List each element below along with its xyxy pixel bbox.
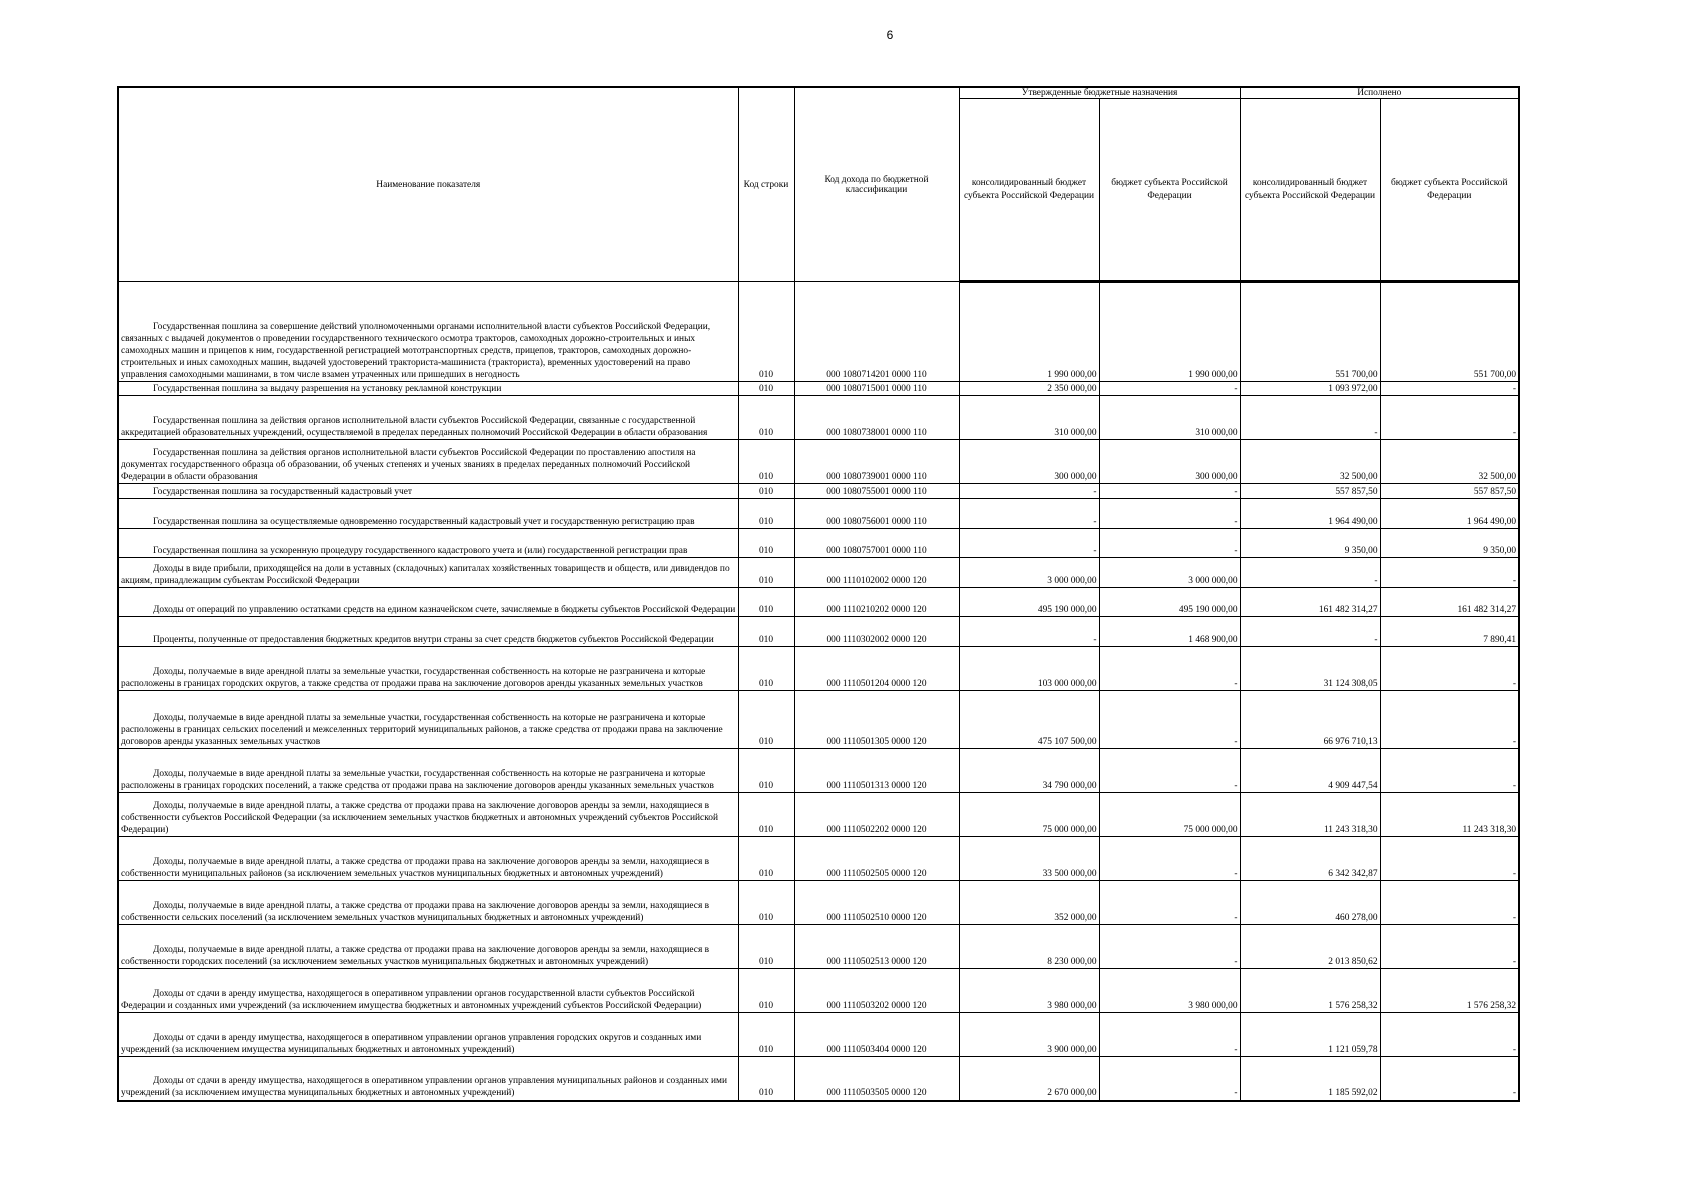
cell-executed-consolidated: 9 350,00 xyxy=(1240,529,1380,558)
indicator-name-text: Доходы, получаемые в виде арендной платы, а также средства от продажи права на заключение договоров аренды за земли, находящиеся в собственности городских поселений (за исключением земельных участков муниципальных бюджетных и автономных учреждений) xyxy=(121,944,710,967)
cell-approved-subject: - xyxy=(1099,1057,1240,1101)
table-row xyxy=(118,1057,1519,1101)
cell-row-code: 010 xyxy=(738,440,794,484)
cell-approved-subject: 3 000 000,00 xyxy=(1099,558,1240,588)
cell-approved-consolidated: 1 990 000,00 xyxy=(959,282,1099,382)
cell-executed-subject: - xyxy=(1380,837,1519,881)
cell-approved-consolidated: 3 900 000,00 xyxy=(959,1013,1099,1057)
cell-executed-consolidated: 1 121 059,78 xyxy=(1240,1013,1380,1057)
cell-approved-consolidated: 3 980 000,00 xyxy=(959,969,1099,1013)
indicator-name-text: Доходы от операций по управлению остатками средств на едином казначейском счете, зачисляемые в бюджеты субъектов Российской Федерации xyxy=(153,604,736,615)
cell-revenue-code: 000 1080714201 0000 110 xyxy=(794,282,959,382)
indicator-name-text: Государственная пошлина за осуществляемые одновременно государственный кадастровый учет и государственную регистрацию прав xyxy=(153,516,695,527)
cell-approved-consolidated: 495 190 000,00 xyxy=(959,588,1099,617)
table-row xyxy=(118,588,1519,617)
cell-executed-subject: - xyxy=(1380,749,1519,793)
table-row xyxy=(118,396,1519,440)
cell-row-code: 010 xyxy=(738,749,794,793)
cell-executed-subject: 1 964 490,00 xyxy=(1380,499,1519,529)
cell-row-code: 010 xyxy=(738,382,794,396)
cell-row-code: 010 xyxy=(738,558,794,588)
header-group-approved: Утвержденные бюджетные назначения xyxy=(959,87,1240,99)
cell-executed-consolidated: 6 342 342,87 xyxy=(1240,837,1380,881)
cell-executed-consolidated: 1 093 972,00 xyxy=(1240,382,1380,396)
table-row xyxy=(118,969,1519,1013)
cell-approved-subject: - xyxy=(1099,925,1240,969)
table-row xyxy=(118,382,1519,396)
table-row xyxy=(118,484,1519,499)
indicator-name-text: Государственная пошлина за действия органов исполнительной власти субъектов Российской Федерации по проставлению апостиля на документах государственного образца об образовании, об ученых степенях и ученых званиях в пределах переданных полномочий Российской Федерации в области образования xyxy=(121,447,696,482)
cell-executed-consolidated: 1 576 258,32 xyxy=(1240,969,1380,1013)
cell-row-code: 010 xyxy=(738,1057,794,1101)
cell-approved-consolidated: 300 000,00 xyxy=(959,440,1099,484)
cell-approved-consolidated: - xyxy=(959,484,1099,499)
cell-row-code: 010 xyxy=(738,837,794,881)
cell-approved-consolidated: 75 000 000,00 xyxy=(959,793,1099,837)
table-row xyxy=(118,925,1519,969)
cell-indicator-name xyxy=(118,484,738,499)
cell-executed-consolidated: 551 700,00 xyxy=(1240,282,1380,382)
cell-executed-consolidated: 4 909 447,54 xyxy=(1240,749,1380,793)
indicator-name-text: Проценты, полученные от предоставления бюджетных кредитов внутри страны за счет средств бюджетов субъектов Российской Федерации xyxy=(153,634,714,645)
cell-executed-subject: 1 576 258,32 xyxy=(1380,969,1519,1013)
cell-executed-consolidated: 32 500,00 xyxy=(1240,440,1380,484)
cell-indicator-name xyxy=(118,691,738,749)
cell-revenue-code: 000 1110502505 0000 120 xyxy=(794,837,959,881)
cell-revenue-code: 000 1080755001 0000 110 xyxy=(794,484,959,499)
cell-indicator-name xyxy=(118,647,738,691)
cell-revenue-code: 000 1110501204 0000 120 xyxy=(794,647,959,691)
cell-approved-consolidated: 103 000 000,00 xyxy=(959,647,1099,691)
cell-approved-subject: - xyxy=(1099,881,1240,925)
cell-executed-subject: - xyxy=(1380,396,1519,440)
cell-row-code: 010 xyxy=(738,617,794,647)
cell-indicator-name xyxy=(118,588,738,617)
cell-executed-consolidated: 31 124 308,05 xyxy=(1240,647,1380,691)
cell-row-code: 010 xyxy=(738,588,794,617)
table-body xyxy=(118,282,1519,1101)
cell-revenue-code: 000 1110502510 0000 120 xyxy=(794,881,959,925)
cell-approved-subject: 1 990 000,00 xyxy=(1099,282,1240,382)
cell-approved-subject: - xyxy=(1099,382,1240,396)
cell-approved-subject: - xyxy=(1099,1013,1240,1057)
header-executed-subject: бюджет субъекта Российской Федерации xyxy=(1380,99,1519,282)
cell-row-code: 010 xyxy=(738,1013,794,1057)
cell-executed-consolidated: 66 976 710,13 xyxy=(1240,691,1380,749)
indicator-name-text: Государственная пошлина за выдачу разрешения на установку рекламной конструкции xyxy=(153,383,502,394)
indicator-name-text: Государственная пошлина за совершение действий уполномоченными органами исполнительной власти субъектов Российской Федерации, связанных с выдачей документов о проведении государственного технического осмотра тракторов, самоходных дорожно-строительных и иных самоходных машин и прицепов к ним, государственной регистрацией мототранспортных средств, прицепов, тракторов, самоходных дорожно-строительных и иных самоходных машин, выдачей удостоверений тракториста-машиниста (тракториста), временных удостоверений на право управления самоходными машинами, в том числе взамен утраченных или пришедших в негодность xyxy=(121,321,711,380)
cell-row-code: 010 xyxy=(738,793,794,837)
table-row xyxy=(118,793,1519,837)
table-row xyxy=(118,881,1519,925)
cell-approved-consolidated: 475 107 500,00 xyxy=(959,691,1099,749)
cell-revenue-code: 000 1110302002 0000 120 xyxy=(794,617,959,647)
cell-executed-consolidated: - xyxy=(1240,617,1380,647)
cell-executed-subject: 161 482 314,27 xyxy=(1380,588,1519,617)
indicator-name-text: Государственная пошлина за государственный кадастровый учет xyxy=(153,486,413,497)
cell-approved-subject: 310 000,00 xyxy=(1099,396,1240,440)
table-row xyxy=(118,691,1519,749)
cell-approved-consolidated: 8 230 000,00 xyxy=(959,925,1099,969)
cell-indicator-name xyxy=(118,440,738,484)
cell-approved-consolidated: 3 000 000,00 xyxy=(959,558,1099,588)
cell-row-code: 010 xyxy=(738,484,794,499)
cell-revenue-code: 000 1110501313 0000 120 xyxy=(794,749,959,793)
cell-approved-consolidated: - xyxy=(959,617,1099,647)
cell-approved-consolidated: 352 000,00 xyxy=(959,881,1099,925)
cell-executed-consolidated: - xyxy=(1240,396,1380,440)
cell-indicator-name xyxy=(118,837,738,881)
cell-indicator-name xyxy=(118,617,738,647)
cell-row-code: 010 xyxy=(738,925,794,969)
cell-executed-subject: 11 243 318,30 xyxy=(1380,793,1519,837)
cell-approved-consolidated: 34 790 000,00 xyxy=(959,749,1099,793)
cell-executed-consolidated: 557 857,50 xyxy=(1240,484,1380,499)
cell-revenue-code: 000 1110210202 0000 120 xyxy=(794,588,959,617)
table-row xyxy=(118,1013,1519,1057)
cell-executed-consolidated: 2 013 850,62 xyxy=(1240,925,1380,969)
table-row xyxy=(118,647,1519,691)
cell-executed-subject: - xyxy=(1380,925,1519,969)
cell-approved-subject: - xyxy=(1099,499,1240,529)
cell-revenue-code: 000 1080756001 0000 110 xyxy=(794,499,959,529)
cell-indicator-name xyxy=(118,558,738,588)
indicator-name-text: Доходы, получаемые в виде арендной платы, а также средства от продажи права на заключение договоров аренды за земли, находящиеся в собственности муниципальных районов (за исключением земельных участков муниципальных бюджетных и автономных учреждений) xyxy=(121,856,710,879)
cell-row-code: 010 xyxy=(738,647,794,691)
header-approved-consolidated: консолидированный бюджет субъекта Российской Федерации xyxy=(959,99,1099,282)
cell-executed-subject: 7 890,41 xyxy=(1380,617,1519,647)
cell-approved-subject: 3 980 000,00 xyxy=(1099,969,1240,1013)
cell-executed-subject: - xyxy=(1380,1057,1519,1101)
header-approved-subject: бюджет субъекта Российской Федерации xyxy=(1099,99,1240,282)
header-indicator-name: Наименование показателя xyxy=(118,87,738,282)
page-number: 6 xyxy=(886,28,894,42)
cell-executed-subject: - xyxy=(1380,691,1519,749)
indicator-name-text: Доходы от сдачи в аренду имущества, находящегося в оперативном управлении органов государственной власти субъектов Российской Федерации и созданных ими учреждений (за исключением имущества бюджетных и автономных учреждений субъектов Российской Федерации) xyxy=(121,988,702,1011)
cell-approved-subject: 300 000,00 xyxy=(1099,440,1240,484)
cell-executed-consolidated: 161 482 314,27 xyxy=(1240,588,1380,617)
cell-indicator-name xyxy=(118,382,738,396)
cell-approved-subject: 495 190 000,00 xyxy=(1099,588,1240,617)
cell-revenue-code: 000 1110502513 0000 120 xyxy=(794,925,959,969)
cell-executed-subject: - xyxy=(1380,382,1519,396)
table-row xyxy=(118,529,1519,558)
cell-approved-consolidated: 33 500 000,00 xyxy=(959,837,1099,881)
indicator-name-text: Доходы, получаемые в виде арендной платы, а также средства от продажи права на заключение договоров аренды за земли, находящиеся в собственности сельских поселений (за исключением земельных участков муниципальных бюджетных и автономных учреждений) xyxy=(121,900,710,923)
cell-row-code: 010 xyxy=(738,969,794,1013)
cell-revenue-code: 000 1080739001 0000 110 xyxy=(794,440,959,484)
cell-executed-subject: - xyxy=(1380,881,1519,925)
cell-executed-subject: 557 857,50 xyxy=(1380,484,1519,499)
cell-row-code: 010 xyxy=(738,691,794,749)
cell-revenue-code: 000 1080715001 0000 110 xyxy=(794,382,959,396)
cell-executed-subject: - xyxy=(1380,647,1519,691)
cell-executed-consolidated: 1 964 490,00 xyxy=(1240,499,1380,529)
cell-indicator-name xyxy=(118,282,738,382)
cell-revenue-code: 000 1110501305 0000 120 xyxy=(794,691,959,749)
cell-indicator-name xyxy=(118,793,738,837)
cell-executed-consolidated: 1 185 592,02 xyxy=(1240,1057,1380,1101)
header-row-code: Код строки xyxy=(738,87,794,282)
cell-indicator-name xyxy=(118,749,738,793)
cell-indicator-name xyxy=(118,1057,738,1101)
indicator-name-text: Государственная пошлина за действия органов исполнительной власти субъектов Российской Федерации, связанные с государственной аккредитацией образовательных учреждений, осуществляемой в пределах переданных полномочий Российской Федерации в области образования xyxy=(121,415,708,438)
cell-executed-subject: - xyxy=(1380,1013,1519,1057)
cell-approved-subject: - xyxy=(1099,749,1240,793)
cell-executed-subject: - xyxy=(1380,558,1519,588)
cell-row-code: 010 xyxy=(738,881,794,925)
cell-revenue-code: 000 1080757001 0000 110 xyxy=(794,529,959,558)
cell-approved-consolidated: - xyxy=(959,529,1099,558)
cell-row-code: 010 xyxy=(738,499,794,529)
table-row xyxy=(118,617,1519,647)
cell-revenue-code: 000 1110503202 0000 120 xyxy=(794,969,959,1013)
table-row xyxy=(118,440,1519,484)
cell-revenue-code: 000 1080738001 0000 110 xyxy=(794,396,959,440)
cell-approved-subject: - xyxy=(1099,529,1240,558)
cell-indicator-name xyxy=(118,529,738,558)
cell-executed-consolidated: 11 243 318,30 xyxy=(1240,793,1380,837)
indicator-name-text: Доходы в виде прибыли, приходящейся на доли в уставных (складочных) капиталах хозяйственных товариществ и обществ, или дивидендов по акциям, принадлежащим субъектам Российской Федерации xyxy=(121,563,730,586)
cell-approved-consolidated: 310 000,00 xyxy=(959,396,1099,440)
cell-executed-subject: 32 500,00 xyxy=(1380,440,1519,484)
indicator-name-text: Доходы, получаемые в виде арендной платы за земельные участки, государственная собственность на которые не разграничена и которые расположены в границах городских округов, а также средства от продажи права на заключение договоров аренды указанных земельных участков xyxy=(121,666,706,689)
cell-indicator-name xyxy=(118,925,738,969)
cell-row-code: 010 xyxy=(738,282,794,382)
indicator-name-text: Государственная пошлина за ускоренную процедуру государственного кадастрового учета и (или) государственной регистрации прав xyxy=(153,545,688,556)
table-row xyxy=(118,749,1519,793)
cell-approved-consolidated: - xyxy=(959,499,1099,529)
indicator-name-text: Доходы от сдачи в аренду имущества, находящегося в оперативном управлении органов управления муниципальных районов и созданных ими учреждений (за исключением имущества муниципальных бюджетных и автономных учреждений) xyxy=(121,1076,727,1099)
indicator-name-text: Доходы, получаемые в виде арендной платы за земельные участки, государственная собственность на которые не разграничена и которые расположены в границах городских поселений, а также средства от продажи права на заключение договоров аренды указанных земельных участков xyxy=(121,768,714,791)
table-row xyxy=(118,499,1519,529)
cell-revenue-code: 000 1110503404 0000 120 xyxy=(794,1013,959,1057)
indicator-name-text: Доходы от сдачи в аренду имущества, находящегося в оперативном управлении органов управления городских округов и созданных ими учреждений (за исключением имущества муниципальных бюджетных и автономных учреждений) xyxy=(121,1032,702,1055)
header-executed-consolidated: консолидированный бюджет субъекта Российской Федерации xyxy=(1240,99,1380,282)
cell-revenue-code: 000 1110102002 0000 120 xyxy=(794,558,959,588)
cell-indicator-name xyxy=(118,969,738,1013)
cell-approved-subject: - xyxy=(1099,691,1240,749)
table-row xyxy=(118,282,1519,382)
indicator-name-text: Доходы, получаемые в виде арендной платы, а также средства от продажи права на заключение договоров аренды за земли, находящиеся в собственности субъектов Российской Федерации (за исключением земельных участков бюджетных и автономных учреждений субъектов Российской Федерации) xyxy=(121,800,718,835)
indicator-name-text: Доходы, получаемые в виде арендной платы за земельные участки, государственная собственность на которые не разграничена и которые расположены в границах сельских поселений и межселенных территорий муниципальных районов, а также средства от продажи права на заключение договоров аренды указанных земельных участков xyxy=(121,712,723,747)
cell-executed-subject: 551 700,00 xyxy=(1380,282,1519,382)
cell-indicator-name xyxy=(118,1013,738,1057)
table-row xyxy=(118,837,1519,881)
cell-approved-subject: - xyxy=(1099,484,1240,499)
cell-indicator-name xyxy=(118,499,738,529)
cell-approved-consolidated: 2 350 000,00 xyxy=(959,382,1099,396)
cell-indicator-name xyxy=(118,396,738,440)
cell-approved-subject: 1 468 900,00 xyxy=(1099,617,1240,647)
cell-row-code: 010 xyxy=(738,396,794,440)
cell-executed-subject: 9 350,00 xyxy=(1380,529,1519,558)
cell-approved-consolidated: 2 670 000,00 xyxy=(959,1057,1099,1101)
cell-revenue-code: 000 1110503505 0000 120 xyxy=(794,1057,959,1101)
cell-revenue-code: 000 1110502202 0000 120 xyxy=(794,793,959,837)
header-revenue-code: Код дохода по бюджетной классификации xyxy=(794,87,959,282)
cell-approved-subject: - xyxy=(1099,647,1240,691)
cell-row-code: 010 xyxy=(738,529,794,558)
header-group-executed: Исполнено xyxy=(1240,87,1519,99)
cell-indicator-name xyxy=(118,881,738,925)
table-row xyxy=(118,558,1519,588)
cell-executed-consolidated: 460 278,00 xyxy=(1240,881,1380,925)
cell-executed-consolidated: - xyxy=(1240,558,1380,588)
cell-approved-subject: 75 000 000,00 xyxy=(1099,793,1240,837)
budget-revenue-table xyxy=(117,86,1520,1102)
cell-approved-subject: - xyxy=(1099,837,1240,881)
